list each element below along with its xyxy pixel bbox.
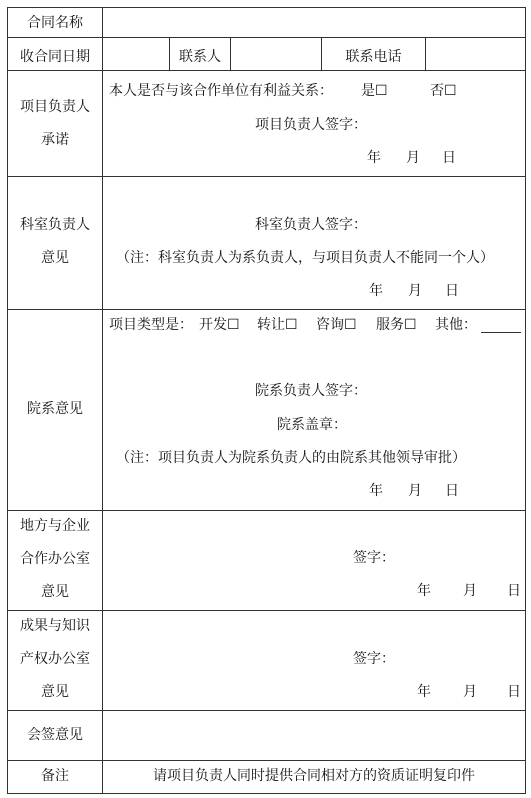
ip-office-signature-label: 签字： bbox=[353, 651, 395, 667]
row-divider bbox=[8, 176, 525, 177]
school-seal-label: 院系盖章： bbox=[277, 417, 347, 433]
countersign-field[interactable] bbox=[103, 711, 525, 760]
date-year: 年 bbox=[369, 483, 383, 499]
type-transfer-checkbox[interactable]: 转让☐ bbox=[257, 317, 298, 333]
column-divider bbox=[102, 8, 103, 793]
date-day: 日 bbox=[442, 150, 456, 166]
date-year: 年 bbox=[367, 150, 381, 166]
receive-date-label: 收合同日期 bbox=[20, 49, 90, 65]
school-opinion-label: 院系意见 bbox=[27, 401, 83, 417]
phone-field[interactable] bbox=[426, 38, 525, 70]
date-year: 年 bbox=[417, 583, 431, 599]
date-month: 月 bbox=[408, 283, 422, 299]
other-type-blank[interactable] bbox=[481, 332, 521, 333]
contract-name-label: 合同名称 bbox=[27, 15, 83, 31]
contract-name-field[interactable] bbox=[103, 8, 525, 37]
pi-commitment-label: 项目负责人 承诺 bbox=[20, 99, 90, 148]
row-divider bbox=[8, 760, 525, 761]
remarks-text: 请项目负责人同时提供合同相对方的资质证明复印件 bbox=[153, 768, 475, 784]
school-note: （注：项目负责人为院系负责人的由院系其他领导审批） bbox=[116, 450, 466, 466]
phone-label: 联系电话 bbox=[345, 49, 402, 65]
countersign-label: 会签意见 bbox=[27, 727, 83, 743]
school-signature-label: 院系负责人签字： bbox=[255, 383, 367, 399]
date-day: 日 bbox=[445, 483, 459, 499]
local-office-label: 地方与企业 合作办公室 意见 bbox=[20, 518, 90, 600]
pi-signature-label: 项目负责人签字： bbox=[255, 117, 367, 133]
interest-question: 本人是否与该合作单位有利益关系： bbox=[109, 83, 333, 99]
date-month: 月 bbox=[463, 583, 477, 599]
row-divider bbox=[8, 70, 525, 71]
dept-opinion-label: 科室负责人 意见 bbox=[20, 217, 90, 266]
type-service-checkbox[interactable]: 服务☐ bbox=[376, 317, 417, 333]
date-year: 年 bbox=[369, 283, 383, 299]
type-consulting-checkbox[interactable]: 咨询☐ bbox=[316, 317, 357, 333]
row-divider bbox=[8, 309, 525, 310]
date-day: 日 bbox=[445, 283, 459, 299]
local-office-signature-label: 签字： bbox=[353, 550, 395, 566]
type-other-label: 其他： bbox=[435, 317, 477, 333]
interest-no-checkbox[interactable]: 否☐ bbox=[430, 83, 457, 99]
dept-note: （注：科室负责人为系负责人，与项目负责人不能同一个人） bbox=[116, 250, 494, 266]
interest-yes-checkbox[interactable]: 是☐ bbox=[361, 83, 388, 99]
contract-approval-form bbox=[7, 7, 526, 794]
contact-label: 联系人 bbox=[179, 49, 221, 65]
contact-field[interactable] bbox=[231, 38, 321, 70]
date-month: 月 bbox=[406, 150, 420, 166]
date-month: 月 bbox=[408, 483, 422, 499]
date-year: 年 bbox=[417, 684, 431, 700]
date-day: 日 bbox=[507, 583, 521, 599]
date-month: 月 bbox=[463, 684, 477, 700]
date-day: 日 bbox=[507, 684, 521, 700]
remarks-label: 备注 bbox=[41, 768, 69, 784]
project-type-prefix: 项目类型是： bbox=[109, 317, 193, 333]
dept-signature-label: 科室负责人签字： bbox=[255, 217, 367, 233]
receive-date-field[interactable] bbox=[103, 38, 169, 70]
type-development-checkbox[interactable]: 开发☐ bbox=[199, 317, 240, 333]
ip-office-label: 成果与知识 产权办公室 意见 bbox=[20, 618, 90, 700]
